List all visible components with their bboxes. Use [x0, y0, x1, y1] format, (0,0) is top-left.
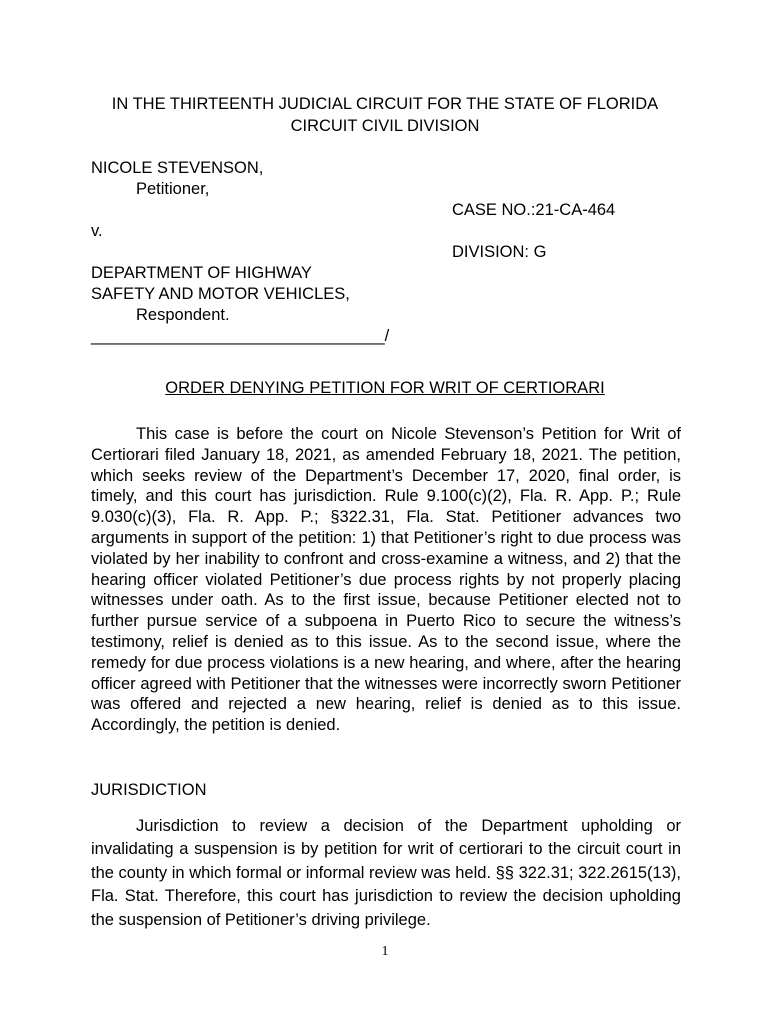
respondent-role: Respondent. [136, 306, 230, 324]
respondent-name-line1: DEPARTMENT OF HIGHWAY [91, 264, 312, 282]
case-number: CASE NO.:21-CA-464 [452, 201, 616, 219]
court-heading-line1: IN THE THIRTEENTH JUDICIAL CIRCUIT FOR THE STATE OF FLORIDA [111, 95, 659, 113]
petitioner-name: NICOLE STEVENSON, [91, 159, 264, 177]
petitioner-role: Petitioner, [136, 180, 210, 198]
caption-separator: ________________________________/ [91, 327, 390, 345]
intro-paragraph: This case is before the court on Nicole Stevenson’s Petition for Writ of Certiorari filed January 18, 2021, as amended February 18, 2021. The petition, which seeks review of the Department’s December 17, 2020, final order, is timely, and this court has jurisdiction. Rule 9.100(c)(2), Fla. R. App. P.; Rule 9.030(c)(3), Fla. R. App. P.; §322.31, Fla. Stat. Petitioner advances two arguments in support of the petition: 1) that Petitioner’s right to due process was violated by her inability to confront and cross-examine a witness, and 2) that the hearing officer violated Petitioner’s due process rights by not properly placing witnesses under oath. As to the first issue, because Petitioner elected not to further pursue service of a subpoena in Puerto Rico to secure the witness’s testimony, relief is denied as to this issue. As to the second issue, where the remedy for due process violations is a new hearing, and where, after the hearing officer agreed with Petitioner that the witnesses were incorrectly sworn Petitioner was offered and rejected a new hearing, relief is denied as to this issue. Accordingly, the petition is denied. [91, 425, 681, 735]
versus: v. [91, 222, 103, 240]
jurisdiction-paragraph: Jurisdiction to review a decision of the Department upholding or invalidating a suspension is by petition for writ of certiorari to the circuit court in the county in which formal or informal review was held. §§ 322.31; 322.2615(13), Fla. Stat. Therefore, this court has jurisdiction to review the decision upholding the suspension of Petitioner’s driving privilege. [91, 817, 681, 929]
page-number: 1 [381, 944, 389, 959]
respondent-name-line2: SAFETY AND MOTOR VEHICLES, [91, 285, 350, 303]
jurisdiction-heading: JURISDICTION [91, 781, 207, 799]
division: DIVISION: G [452, 243, 547, 261]
court-heading-line2: CIRCUIT CIVIL DIVISION [290, 117, 480, 135]
order-title: ORDER DENYING PETITION FOR WRIT OF CERTIORARI [165, 379, 605, 397]
